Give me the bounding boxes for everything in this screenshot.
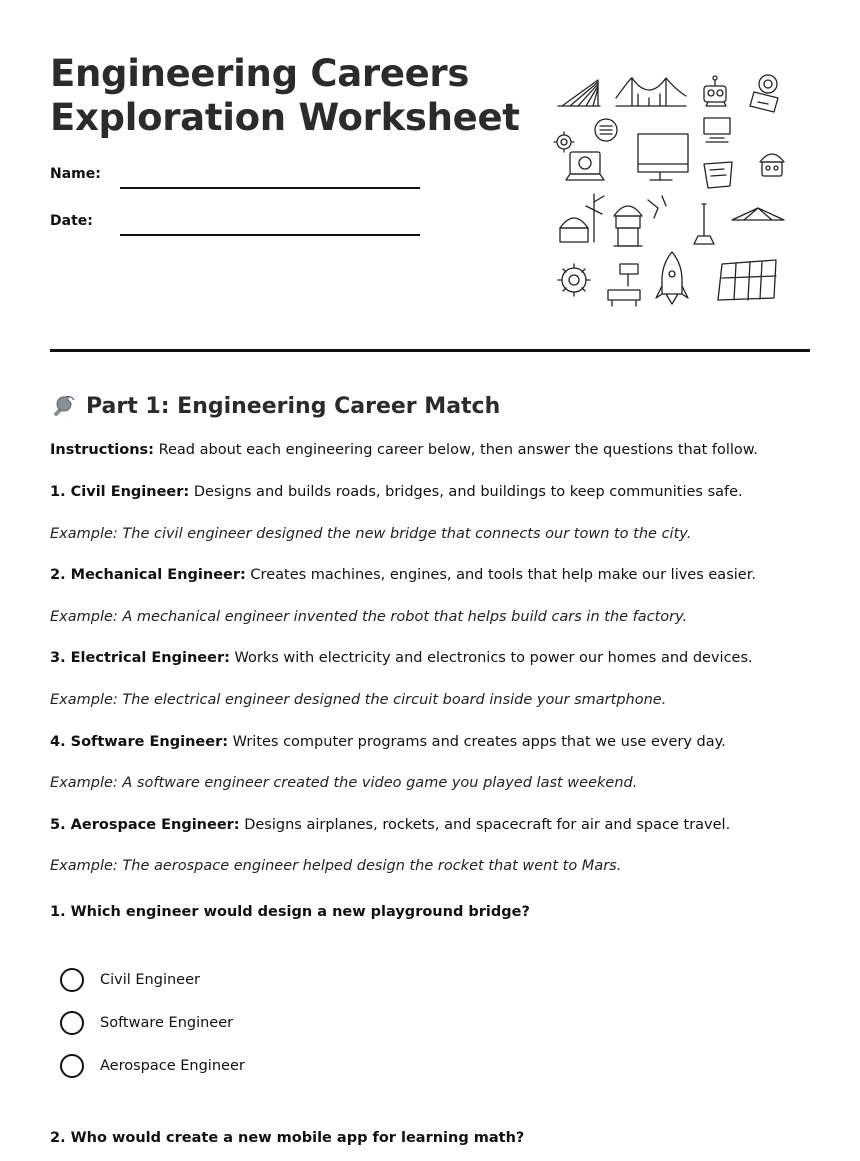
tower-icon bbox=[694, 204, 714, 244]
radio-button[interactable] bbox=[60, 1054, 84, 1078]
engineer-robot-icon bbox=[614, 206, 642, 246]
radio-button[interactable] bbox=[60, 1011, 84, 1035]
career-description: Works with electricity and electronics to power our homes and devices. bbox=[229, 650, 753, 666]
solar-panel-icon bbox=[718, 260, 776, 300]
section-divider bbox=[50, 349, 810, 352]
instructions-text: Read about each engineering career below, then answer the questions that follow. bbox=[153, 442, 758, 458]
robot-head-icon bbox=[704, 76, 726, 106]
instructions bbox=[50, 440, 820, 460]
gear-badge-icon bbox=[750, 75, 778, 112]
career-example: Example: The aerospace engineer helped design the rocket that went to Mars. bbox=[50, 858, 622, 874]
gear-circle-icon bbox=[595, 119, 617, 141]
worksheet-title bbox=[50, 52, 520, 140]
career-description: Designs airplanes, rockets, and spacecraft for air and space travel. bbox=[239, 817, 731, 833]
part1-heading-text: Part 1: Engineering Career Match bbox=[86, 394, 501, 419]
answer-option[interactable] bbox=[60, 1010, 233, 1036]
career-label: 3. Electrical Engineer: bbox=[50, 650, 230, 666]
career-software bbox=[50, 732, 820, 752]
title-line-1: Engineering Careers bbox=[50, 52, 470, 95]
instructions-label: Instructions: bbox=[50, 442, 154, 458]
roof-truss-icon bbox=[732, 208, 784, 220]
observatory-icon bbox=[560, 194, 604, 242]
suspension-bridge-icon bbox=[616, 78, 686, 106]
date-label: Date: bbox=[50, 213, 93, 229]
option-label: Aerospace Engineer bbox=[100, 1058, 245, 1074]
small-gear-icon bbox=[554, 132, 574, 152]
name-field[interactable] bbox=[120, 187, 420, 189]
career-civil bbox=[50, 482, 820, 502]
option-label: Civil Engineer bbox=[100, 972, 200, 988]
wrench-icon bbox=[50, 388, 80, 418]
career-description: Creates machines, engines, and tools that help make our lives easier. bbox=[245, 567, 756, 583]
career-example: Example: A mechanical engineer invented the robot that helps build cars in the factory. bbox=[50, 609, 688, 625]
cable-bridge-icon bbox=[558, 80, 600, 106]
computer-icon bbox=[704, 118, 730, 142]
date-field[interactable] bbox=[120, 234, 420, 236]
part1-heading bbox=[50, 388, 500, 423]
career-description: Writes computer programs and creates apps that we use every day. bbox=[228, 734, 726, 750]
crane-icon bbox=[648, 196, 666, 218]
drill-machine-icon bbox=[608, 264, 640, 306]
career-example: Example: The electrical engineer designed the circuit board inside your smartphone. bbox=[50, 692, 667, 708]
rocket-icon bbox=[656, 252, 688, 304]
name-label: Name: bbox=[50, 166, 101, 182]
radio-button[interactable] bbox=[60, 968, 84, 992]
career-mechanical bbox=[50, 565, 820, 585]
career-label: 2. Mechanical Engineer: bbox=[50, 567, 246, 583]
monitor-icon bbox=[638, 134, 688, 180]
career-label: 5. Aerospace Engineer: bbox=[50, 817, 240, 833]
option-label: Software Engineer bbox=[100, 1015, 234, 1031]
laptop-gear-icon bbox=[566, 152, 604, 180]
career-description: Designs and builds roads, bridges, and buildings to keep communities safe. bbox=[189, 484, 743, 500]
career-example: Example: The civil engineer designed the new bridge that connects our town to the city. bbox=[50, 526, 692, 542]
title-line-2: Exploration Worksheet bbox=[50, 96, 520, 139]
question-2: 2. Who would create a new mobile app for learning math? bbox=[50, 1130, 525, 1146]
cog-icon bbox=[558, 264, 590, 296]
career-label: 1. Civil Engineer: bbox=[50, 484, 190, 500]
helmet-robot-icon bbox=[760, 154, 784, 176]
blueprint-icon bbox=[704, 162, 732, 188]
career-example: Example: A software engineer created the video game you played last weekend. bbox=[50, 775, 638, 791]
engineering-clipart bbox=[548, 68, 798, 308]
career-label: 4. Software Engineer: bbox=[50, 734, 229, 750]
answer-option[interactable] bbox=[60, 967, 200, 993]
question-1: 1. Which engineer would design a new playground bridge? bbox=[50, 904, 530, 920]
answer-option[interactable] bbox=[60, 1053, 245, 1079]
career-aerospace bbox=[50, 815, 820, 835]
career-electrical bbox=[50, 648, 820, 668]
